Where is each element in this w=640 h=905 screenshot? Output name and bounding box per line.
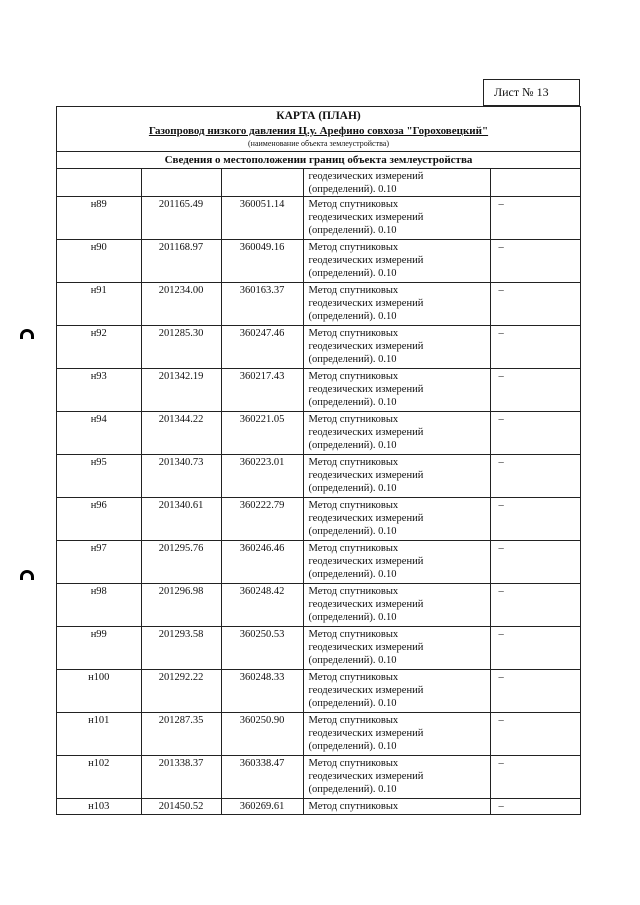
table-row [57, 455, 580, 498]
object-name-caption: (наименование объекта землеустройства) [248, 139, 389, 148]
y-cell: 360248.33 [221, 670, 303, 713]
note-cell: – [490, 756, 580, 799]
method-cell: Метод спутниковых геодезических измерений (определений). 0.10 [303, 670, 490, 713]
y-cell: 360223.01 [221, 455, 303, 498]
x-cell: 201450.52 [141, 799, 221, 814]
y-cell: 360250.53 [221, 627, 303, 670]
method-cell: Метод спутниковых геодезических измерений (определений). 0.10 [303, 197, 490, 240]
point-cell: н93 [57, 369, 141, 412]
method-cell: Метод спутниковых геодезических измерений (определений). 0.10 [303, 498, 490, 541]
y-cell: 360246.46 [221, 541, 303, 584]
table-row [57, 412, 580, 455]
sheet-number: Лист № 13 [483, 79, 580, 106]
point-cell: н91 [57, 283, 141, 326]
table-row [57, 498, 580, 541]
note-cell: – [490, 799, 580, 814]
y-cell [221, 169, 303, 197]
point-cell: н96 [57, 498, 141, 541]
method-cell: Метод спутниковых геодезических измерений (определений). 0.10 [303, 240, 490, 283]
y-cell: 360247.46 [221, 326, 303, 369]
point-cell: н89 [57, 197, 141, 240]
y-cell: 360222.79 [221, 498, 303, 541]
point-cell: н99 [57, 627, 141, 670]
x-cell: 201292.22 [141, 670, 221, 713]
x-cell [141, 169, 221, 197]
point-cell: н92 [57, 326, 141, 369]
point-cell: н98 [57, 584, 141, 627]
note-cell: – [490, 197, 580, 240]
table-row [57, 326, 580, 369]
y-cell: 360217.43 [221, 369, 303, 412]
y-cell: 360248.42 [221, 584, 303, 627]
point-cell: н102 [57, 756, 141, 799]
method-cell: Метод спутниковых геодезических измерений (определений). 0.10 [303, 713, 490, 756]
method-cell: Метод спутниковых геодезических измерений (определений). 0.10 [303, 584, 490, 627]
method-cell: Метод спутниковых геодезических измерений (определений). 0.10 [303, 369, 490, 412]
table-row [57, 197, 580, 240]
note-cell: – [490, 584, 580, 627]
x-cell: 201234.00 [141, 283, 221, 326]
punch-hole-mark [20, 329, 34, 339]
point-cell: н97 [57, 541, 141, 584]
y-cell: 360250.90 [221, 713, 303, 756]
point-cell: н103 [57, 799, 141, 814]
method-cell: Метод спутниковых геодезических измерений (определений). 0.10 [303, 412, 490, 455]
x-cell: 201338.37 [141, 756, 221, 799]
y-cell: 360269.61 [221, 799, 303, 814]
x-cell: 201344.22 [141, 412, 221, 455]
method-cell: Метод спутниковых геодезических измерений (определений). 0.10 [303, 455, 490, 498]
note-cell: – [490, 541, 580, 584]
x-cell: 201293.58 [141, 627, 221, 670]
note-cell: – [490, 670, 580, 713]
note-cell: – [490, 369, 580, 412]
note-cell: – [490, 455, 580, 498]
note-cell [490, 169, 580, 197]
x-cell: 201165.49 [141, 197, 221, 240]
y-cell: 360051.14 [221, 197, 303, 240]
method-cell: геодезических измерений (определений). 0.10 [303, 169, 490, 197]
table-row [57, 541, 580, 584]
x-cell: 201340.61 [141, 498, 221, 541]
table-row [57, 240, 580, 283]
page-title: КАРТА (ПЛАН) [276, 110, 361, 122]
table-row [57, 756, 580, 799]
document-frame [56, 106, 581, 815]
y-cell: 360221.05 [221, 412, 303, 455]
point-cell: н100 [57, 670, 141, 713]
method-cell: Метод спутниковых геодезических измерений (определений). 0.10 [303, 627, 490, 670]
note-cell: – [490, 283, 580, 326]
note-cell: – [490, 627, 580, 670]
point-cell: н90 [57, 240, 141, 283]
method-cell: Метод спутниковых геодезических измерений (определений). 0.10 [303, 756, 490, 799]
punch-hole-mark [20, 570, 34, 580]
x-cell: 201296.98 [141, 584, 221, 627]
table-row [57, 713, 580, 756]
note-cell: – [490, 498, 580, 541]
point-cell [57, 169, 141, 197]
table-row [57, 169, 580, 197]
point-cell: н94 [57, 412, 141, 455]
x-cell: 201287.35 [141, 713, 221, 756]
section-title: Сведения о местоположении границ объекта землеустройства [57, 152, 580, 169]
object-name: Газопровод низкого давления Ц.у. Арефино совхоза "Гороховецкий" [148, 125, 489, 137]
coordinates-table [57, 169, 580, 814]
method-cell: Метод спутниковых геодезических измерений (определений). 0.10 [303, 326, 490, 369]
x-cell: 201340.73 [141, 455, 221, 498]
x-cell: 201168.97 [141, 240, 221, 283]
method-cell: Метод спутниковых геодезических измерений (определений). 0.10 [303, 283, 490, 326]
y-cell: 360338.47 [221, 756, 303, 799]
note-cell: – [490, 240, 580, 283]
method-cell: Метод спутниковых геодезических измерений (определений). 0.10 [303, 541, 490, 584]
table-row [57, 799, 580, 814]
table-row [57, 670, 580, 713]
note-cell: – [490, 713, 580, 756]
x-cell: 201285.30 [141, 326, 221, 369]
point-cell: н95 [57, 455, 141, 498]
note-cell: – [490, 412, 580, 455]
table-row [57, 584, 580, 627]
point-cell: н101 [57, 713, 141, 756]
method-cell: Метод спутниковых [303, 799, 490, 814]
table-row [57, 627, 580, 670]
title-block [57, 107, 580, 152]
table-row [57, 283, 580, 326]
y-cell: 360163.37 [221, 283, 303, 326]
x-cell: 201295.76 [141, 541, 221, 584]
note-cell: – [490, 326, 580, 369]
x-cell: 201342.19 [141, 369, 221, 412]
y-cell: 360049.16 [221, 240, 303, 283]
table-row [57, 369, 580, 412]
